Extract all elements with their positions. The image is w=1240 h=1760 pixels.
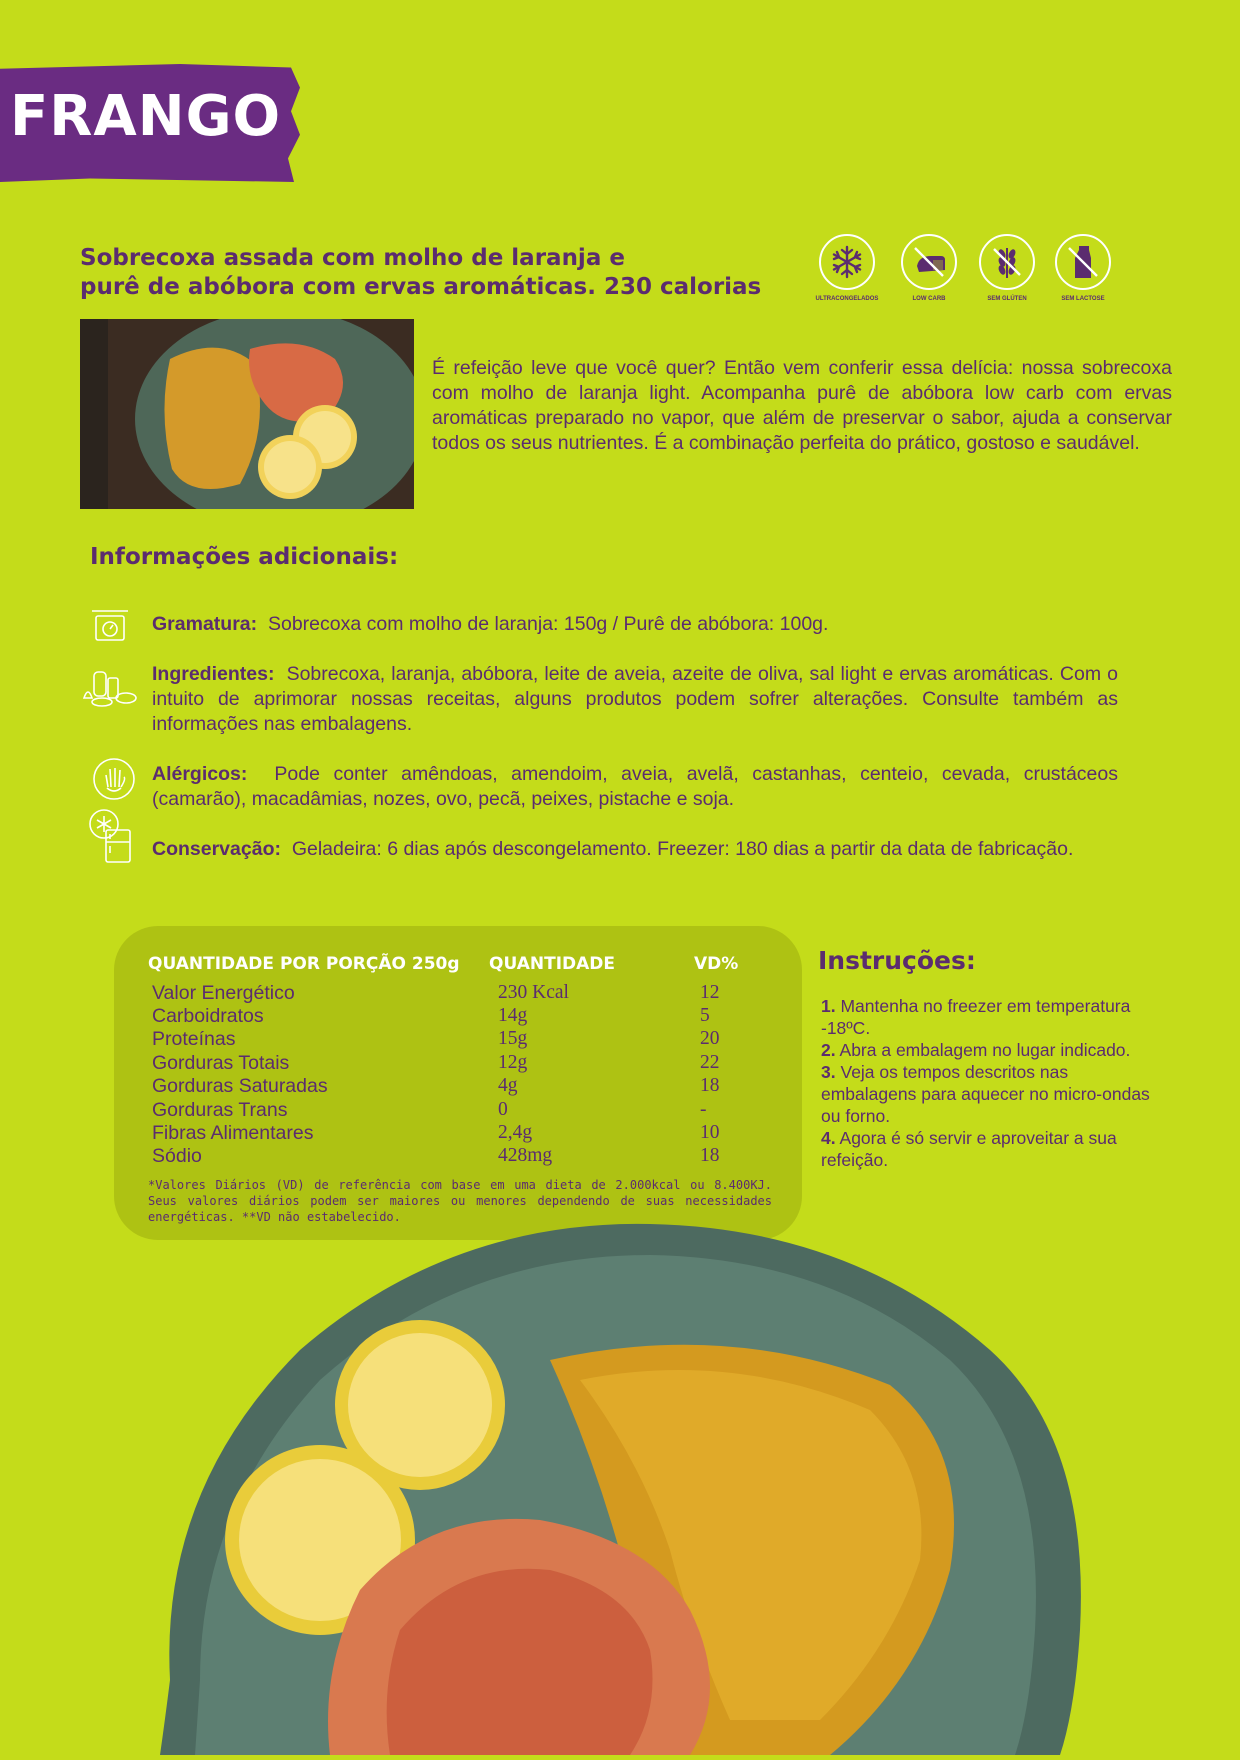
instruction-step <box>821 1039 1161 1061</box>
info-conservacao <box>152 837 1118 862</box>
product-title-line2: purê de abóbora com ervas aromáticas. 230 calorias <box>80 274 762 300</box>
nutrient-quantity: 15g <box>498 1028 528 1049</box>
nutrition-header-quantity: QUANTIDADE <box>489 954 616 974</box>
nutrition-header-portion: QUANTIDADE POR PORÇÃO 250g <box>148 954 460 974</box>
product-title <box>80 244 780 302</box>
dish-photo <box>130 1210 1090 1755</box>
ingredients-icon <box>82 668 138 713</box>
allergy-hand-icon <box>92 757 136 806</box>
nutrient-quantity: 2,4g <box>498 1122 533 1143</box>
step-number: 1. <box>821 996 836 1016</box>
additional-info-title: Informações adicionais: <box>90 544 399 570</box>
nutrient-vd: 10 <box>700 1122 720 1143</box>
badge-label: ULTRACONGELADOS <box>815 296 879 302</box>
nutrient-vd: 18 <box>700 1145 720 1166</box>
nutrient-vd: - <box>700 1099 707 1120</box>
nutrient-name: Fibras Alimentares <box>152 1122 314 1144</box>
nutrient-vd: 18 <box>700 1075 720 1096</box>
instructions-list <box>821 995 1161 1171</box>
ingredientes-text: Sobrecoxa, laranja, abóbora, leite de aveia, azeite de oliva, sal light e ervas aromáticas. Com o intuito de aprimorar nossas receitas, alguns produtos podem sofrer alterações. Consulte também as informações nas embalagens. <box>152 663 1118 735</box>
milk-carton-crossed-icon <box>1055 234 1111 290</box>
badge-sem-gluten <box>972 234 1042 302</box>
badge-label: LOW CARB <box>912 296 946 302</box>
nutrition-row <box>152 1052 752 1075</box>
nutrient-name: Gorduras Totais <box>152 1052 290 1074</box>
instruction-step <box>821 995 1161 1039</box>
alergicos-text: Pode conter amêndoas, amendoim, aveia, avelã, castanhas, centeio, cevada, crustáceos (camarão), macadâmias, nozes, ovo, pecã, peixes, pistache e soja. <box>152 763 1118 810</box>
nutrient-quantity: 4g <box>498 1075 518 1096</box>
snowflake-icon <box>819 234 875 290</box>
nutrition-row <box>152 1122 752 1145</box>
badge-low-carb <box>894 234 964 302</box>
nutrition-row <box>152 1145 752 1168</box>
bread-crossed-icon <box>901 234 957 290</box>
gramatura-label: Gramatura: <box>152 613 258 635</box>
nutrient-vd: 5 <box>700 1005 710 1026</box>
step-number: 4. <box>821 1128 836 1148</box>
nutrient-vd: 12 <box>700 982 720 1003</box>
nutrition-row <box>152 1005 752 1028</box>
nutrient-vd: 20 <box>700 1028 720 1049</box>
info-ingredientes <box>152 662 1118 737</box>
nutrition-row <box>152 1099 752 1122</box>
info-alergicos <box>152 762 1118 812</box>
nutrient-quantity: 230 Kcal <box>498 982 569 1003</box>
nutrition-row <box>152 1028 752 1051</box>
wheat-crossed-icon <box>979 234 1035 290</box>
step-text: Mantenha no freezer em temperatura -18ºC. <box>821 996 1131 1038</box>
step-text: Abra a embalagem no lugar indicado. <box>839 1040 1131 1060</box>
badge-ultracongelados <box>812 234 882 302</box>
nutrient-name: Gorduras Trans <box>152 1099 288 1121</box>
badge-sem-lactose <box>1048 234 1118 302</box>
nutrition-row <box>152 1075 752 1098</box>
nutrient-quantity: 0 <box>498 1099 508 1120</box>
nutrient-vd: 22 <box>700 1052 720 1073</box>
product-thumbnail <box>80 319 414 509</box>
nutrient-name: Carboidratos <box>152 1005 264 1027</box>
nutrition-footnote: *Valores Diários (VD) de referência com base em uma dieta de 2.000kcal ou 8.400KJ. Seus valores diários podem ser maiores ou menores dependendo de suas necessidades energéticas. **VD não estabelecido. <box>148 1178 772 1224</box>
instructions-title: Instruções: <box>818 946 976 975</box>
nutrient-name: Valor Energético <box>152 982 295 1004</box>
fridge-icon <box>88 808 136 869</box>
gramatura-text: Sobrecoxa com molho de laranja: 150g / Purê de abóbora: 100g. <box>267 613 829 635</box>
nutrient-quantity: 14g <box>498 1005 528 1026</box>
product-title-line1: Sobrecoxa assada com molho de laranja e <box>80 245 625 271</box>
instruction-step <box>821 1127 1161 1171</box>
nutrient-name: Gorduras Saturadas <box>152 1075 328 1097</box>
category-title: FRANGO <box>10 84 282 149</box>
step-number: 3. <box>821 1062 836 1082</box>
nutrient-quantity: 12g <box>498 1052 528 1073</box>
conservacao-label: Conservação: <box>152 838 281 860</box>
instruction-step <box>821 1061 1161 1127</box>
nutrient-name: Proteínas <box>152 1028 236 1050</box>
nutrition-header-vd: VD% <box>694 954 739 974</box>
nutrient-name: Sódio <box>152 1145 202 1167</box>
info-gramatura <box>152 612 1118 637</box>
diet-badges <box>812 234 1118 304</box>
product-description: É refeição leve que você quer? Então vem conferir essa delícia: nossa sobrecoxa com molho de laranja light. Acompanha purê de abóbora low carb com ervas aromáticas preparado no vapor, que além de preservar o sabor, ajuda a conservar todos os seus nutrientes. É a combinação perfeita do prático, gostoso e saudável. <box>432 357 1172 454</box>
nutrient-quantity: 428mg <box>498 1145 553 1166</box>
ingredientes-label: Ingredientes: <box>152 663 275 685</box>
conservacao-text: Geladeira: 6 dias após descongelamento. Freezer: 180 dias a partir da data de fabricação. <box>291 838 1074 860</box>
nutrition-row <box>152 982 752 1005</box>
step-text: Agora é só servir e aproveitar a sua refeição. <box>821 1128 1117 1170</box>
step-number: 2. <box>821 1040 836 1060</box>
badge-label: SEM LACTOSE <box>1061 296 1105 302</box>
scale-icon <box>90 608 130 647</box>
badge-label: SEM GLÚTEN <box>987 296 1027 302</box>
step-text: Veja os tempos descritos nas embalagens para aquecer no micro-ondas ou forno. <box>821 1062 1150 1126</box>
alergicos-label: Alérgicos: <box>152 763 248 785</box>
